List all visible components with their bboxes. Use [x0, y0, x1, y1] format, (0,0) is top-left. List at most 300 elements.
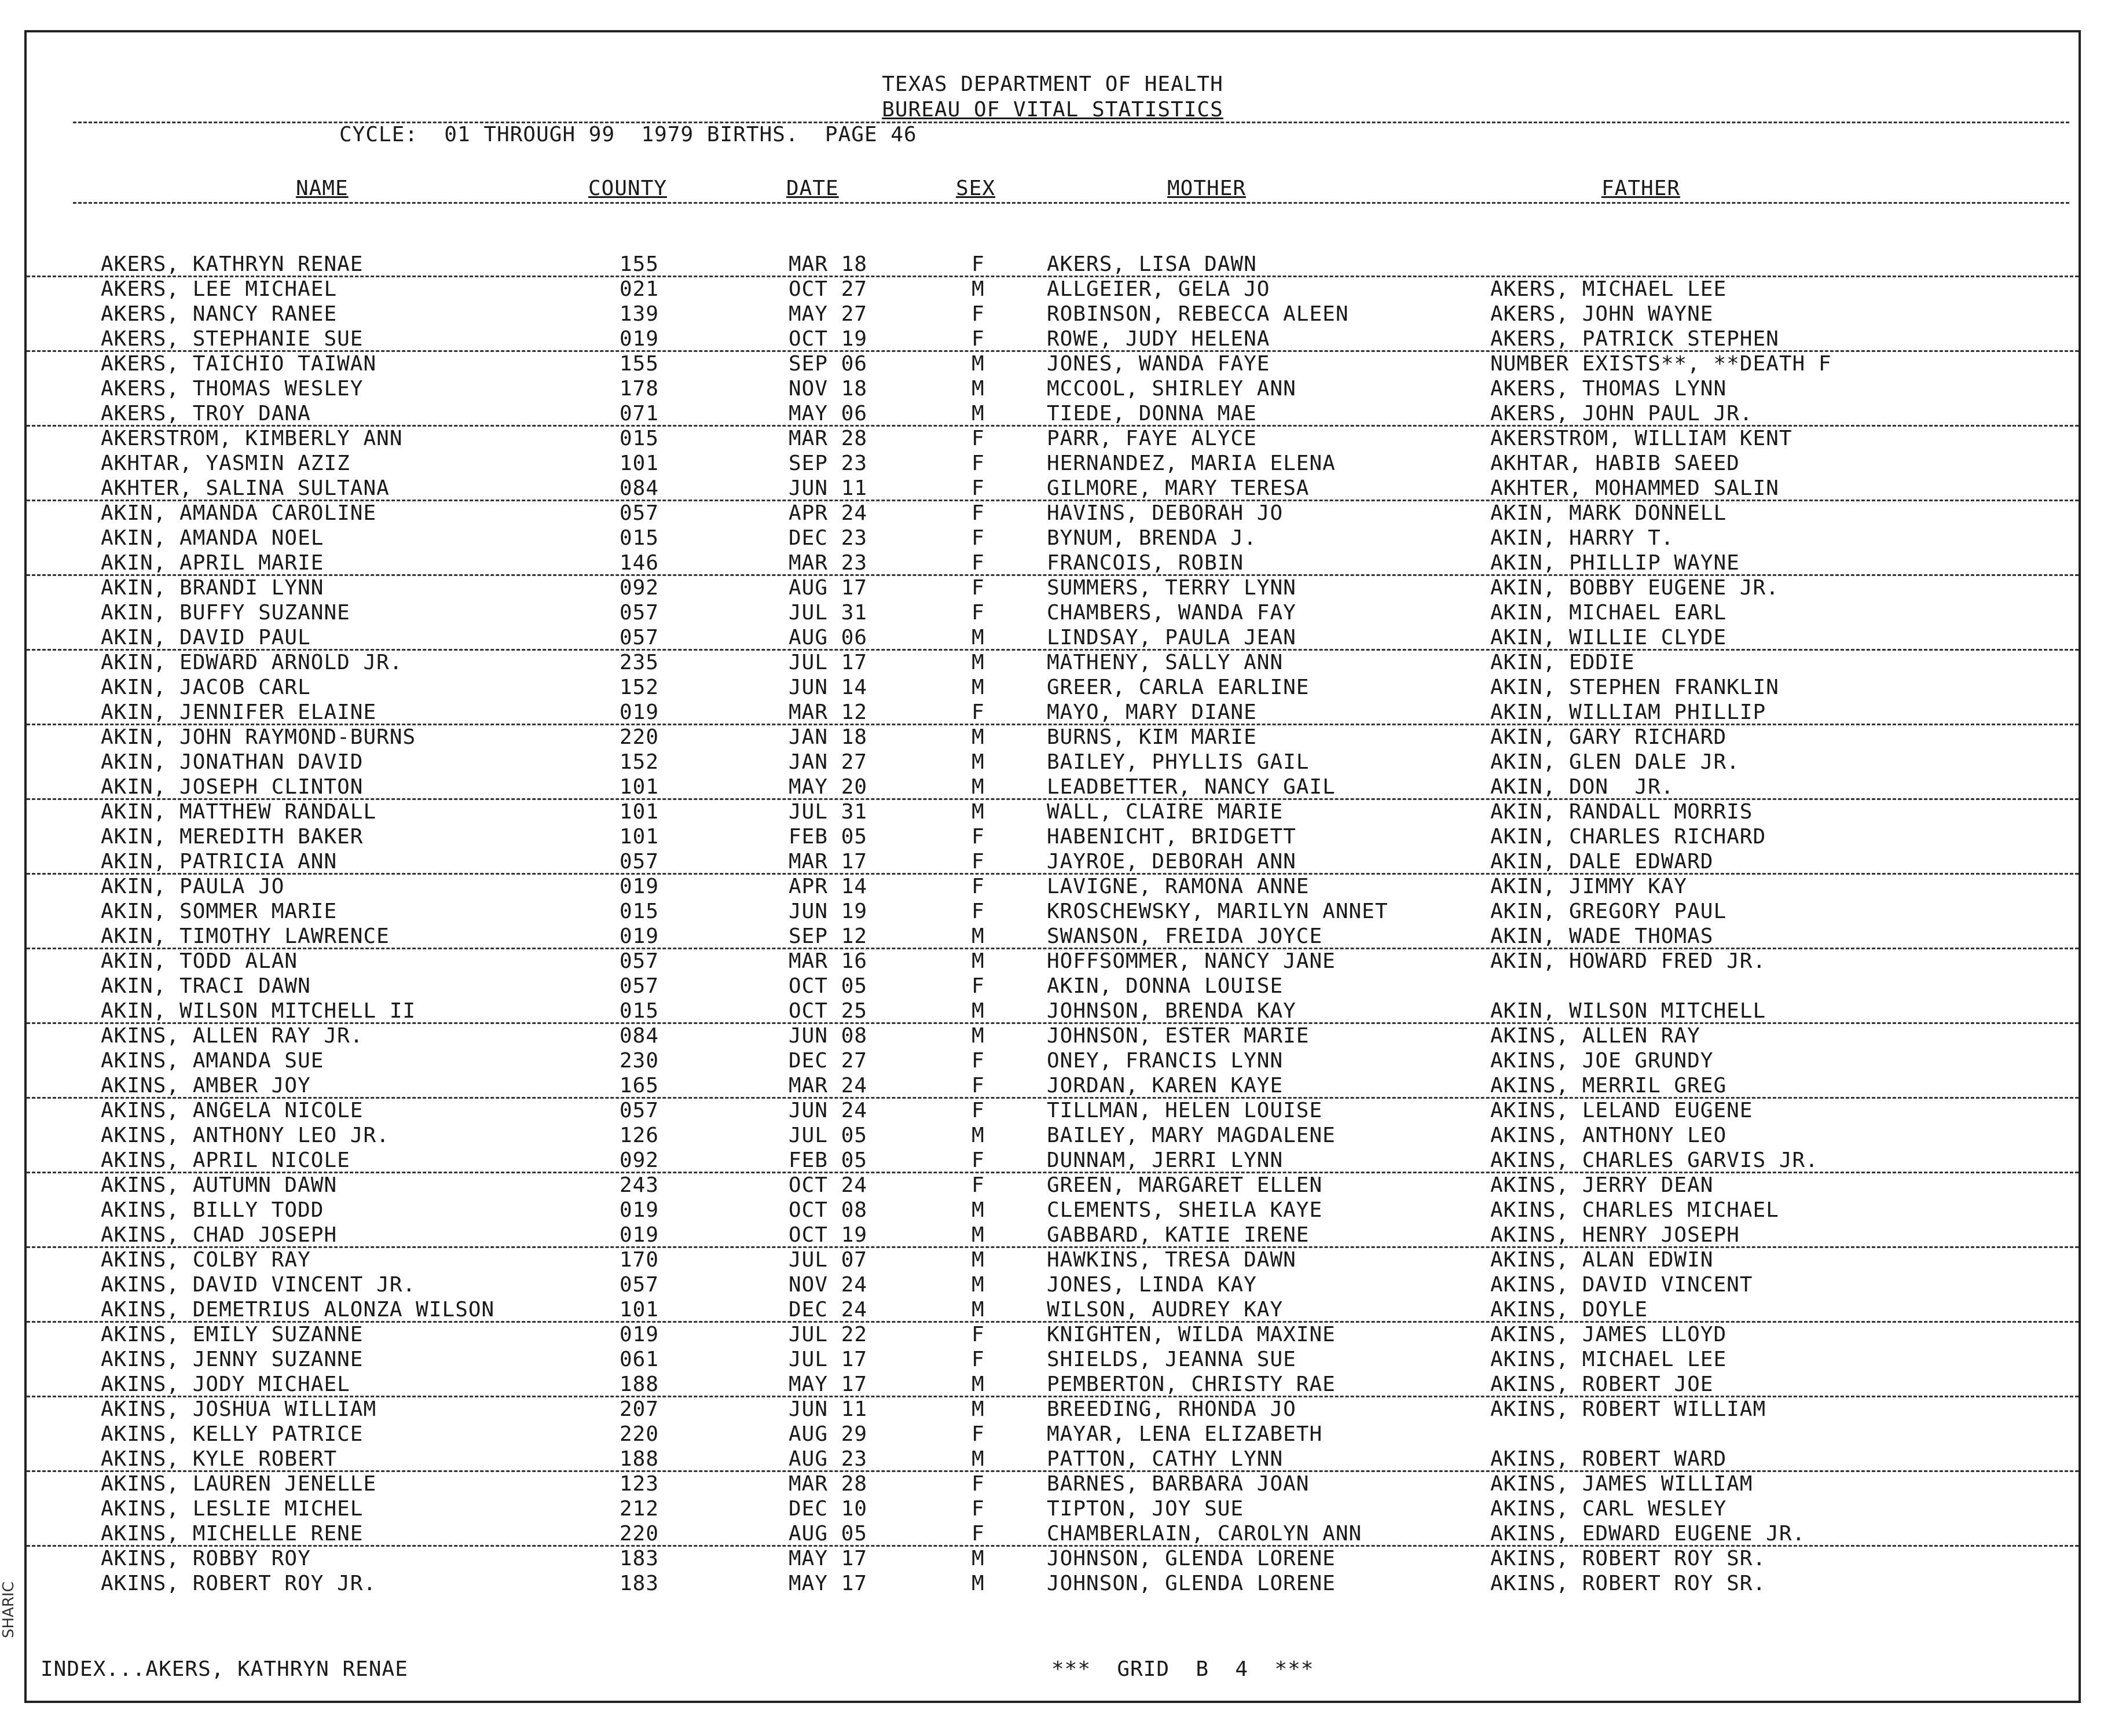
cell-name: AKIN, JONATHAN DAVID: [101, 750, 364, 774]
cell-date: SEP 06: [789, 352, 868, 376]
cell-mother: GREEN, MARGARET ELLEN: [1047, 1173, 1323, 1197]
cell-date: MAR 28: [789, 427, 868, 450]
cell-sex: M: [972, 626, 985, 649]
cell-date: DEC 23: [789, 526, 868, 550]
cell-mother: HOFFSOMMER, NANCY JANE: [1047, 949, 1336, 973]
cell-father: AKINS, JAMES WILLIAM: [1490, 1472, 1753, 1496]
cell-date: FEB 05: [789, 825, 868, 849]
cell-date: MAR 23: [789, 551, 868, 575]
cell-father: AKIN, PHILLIP WAYNE: [1490, 551, 1740, 575]
cell-mother: CHAMBERS, WANDA FAY: [1047, 601, 1296, 625]
cell-date: OCT 24: [789, 1173, 868, 1197]
cell-mother: ROWE, JUDY HELENA: [1047, 327, 1270, 351]
cell-father: NUMBER EXISTS**, **DEATH F: [1490, 352, 1832, 376]
cell-name: AKIN, BRANDI LYNN: [101, 576, 324, 600]
cell-name: AKIN, TRACI DAWN: [101, 974, 311, 998]
table-row: [27, 452, 2079, 476]
column-header-name: NAME: [296, 177, 349, 200]
cell-sex: F: [972, 1472, 985, 1496]
cell-father: AKINS, JOE GRUNDY: [1490, 1049, 1714, 1073]
cell-county: 152: [620, 676, 659, 699]
cell-mother: GABBARD, KATIE IRENE: [1047, 1223, 1310, 1247]
cell-father: AKINS, ROBERT WARD: [1490, 1447, 1727, 1471]
cell-sex: M: [972, 1547, 985, 1570]
cell-father: AKIN, MARK DONNELL: [1490, 501, 1727, 525]
cell-sex: M: [972, 676, 985, 699]
records-table: [27, 252, 2079, 1596]
cell-date: OCT 27: [789, 277, 868, 301]
cell-mother: JOHNSON, BRENDA KAY: [1047, 999, 1296, 1023]
cell-sex: M: [972, 1447, 985, 1471]
table-row: [27, 1472, 2079, 1497]
cell-name: AKINS, KYLE ROBERT: [101, 1447, 338, 1471]
table-row: [27, 725, 2079, 750]
cell-date: JUN 24: [789, 1099, 868, 1122]
cell-date: JUN 14: [789, 676, 868, 699]
table-row: [27, 551, 2079, 576]
cell-name: AKINS, ROBBY ROY: [101, 1547, 311, 1570]
cell-date: JUN 08: [789, 1024, 868, 1048]
table-row: [27, 1298, 2079, 1323]
cell-county: 015: [620, 900, 659, 923]
table-row: [27, 427, 2079, 452]
column-header-divider: [73, 202, 2069, 204]
cell-name: AKIN, APRIL MARIE: [101, 551, 324, 575]
cell-mother: BAILEY, MARY MAGDALENE: [1047, 1124, 1336, 1147]
cell-name: AKINS, LAUREN JENELLE: [101, 1472, 377, 1496]
table-row: [27, 1372, 2079, 1397]
table-row: [27, 800, 2079, 825]
cell-father: AKINS, ANTHONY LEO: [1490, 1124, 1727, 1147]
cell-mother: FRANCOIS, ROBIN: [1047, 551, 1244, 575]
cell-name: AKINS, JODY MICHAEL: [101, 1372, 350, 1396]
table-row: [27, 676, 2079, 700]
table-row: [27, 302, 2079, 327]
cell-sex: F: [972, 576, 985, 600]
table-row: [27, 750, 2079, 775]
cell-date: MAR 16: [789, 949, 868, 973]
cell-father: AKIN, DON JR.: [1490, 775, 1674, 799]
cell-date: AUG 05: [789, 1522, 868, 1546]
cell-mother: HABENICHT, BRIDGETT: [1047, 825, 1296, 849]
cell-mother: SUMMERS, TERRY LYNN: [1047, 576, 1296, 600]
table-row: [27, 1572, 2079, 1596]
cell-county: 188: [620, 1372, 659, 1396]
cell-mother: JONES, WANDA FAYE: [1047, 352, 1270, 376]
cell-date: AUG 23: [789, 1447, 868, 1471]
cell-county: 155: [620, 252, 659, 276]
cell-name: AKIN, BUFFY SUZANNE: [101, 601, 350, 625]
cell-name: AKERS, STEPHANIE SUE: [101, 327, 364, 351]
cell-date: OCT 19: [789, 1223, 868, 1247]
cell-county: 123: [620, 1472, 659, 1496]
cell-mother: TIEDE, DONNA MAE: [1047, 402, 1257, 425]
cell-sex: F: [972, 1497, 985, 1521]
cell-name: AKIN, WILSON MITCHELL II: [101, 999, 416, 1023]
cell-county: 243: [620, 1173, 659, 1197]
cell-sex: F: [972, 700, 985, 724]
cell-name: AKINS, APRIL NICOLE: [101, 1148, 350, 1172]
cell-sex: F: [972, 1348, 985, 1371]
cell-county: 170: [620, 1248, 659, 1272]
table-row: [27, 1273, 2079, 1298]
cell-county: 015: [620, 999, 659, 1023]
table-row: [27, 377, 2079, 402]
cell-father: AKINS, ROBERT JOE: [1490, 1372, 1714, 1396]
cell-mother: ALLGEIER, GELA JO: [1047, 277, 1270, 301]
cell-name: AKIN, JOHN RAYMOND-BURNS: [101, 725, 416, 749]
table-row: [27, 526, 2079, 551]
cell-name: AKIN, MATTHEW RANDALL: [101, 800, 377, 824]
cell-sex: M: [972, 651, 985, 674]
table-row: [27, 1348, 2079, 1372]
cell-father: AKIN, STEPHEN FRANKLIN: [1490, 676, 1779, 699]
cell-mother: GREER, CARLA EARLINE: [1047, 676, 1310, 699]
cell-father: AKERS, JOHN PAUL JR.: [1490, 402, 1753, 425]
cell-county: 021: [620, 277, 659, 301]
cell-mother: BYNUM, BRENDA J.: [1047, 526, 1257, 550]
cell-date: AUG 06: [789, 626, 868, 649]
cell-county: 019: [620, 924, 659, 948]
cell-father: AKERS, MICHAEL LEE: [1490, 277, 1727, 301]
cell-date: DEC 27: [789, 1049, 868, 1073]
cell-sex: M: [972, 1024, 985, 1048]
cell-sex: F: [972, 1148, 985, 1172]
cell-sex: F: [972, 900, 985, 923]
cell-county: 057: [620, 1273, 659, 1297]
cell-father: AKINS, CARL WESLEY: [1490, 1497, 1727, 1521]
cell-date: NOV 24: [789, 1273, 868, 1297]
cell-father: AKIN, GLEN DALE JR.: [1490, 750, 1740, 774]
cell-sex: M: [972, 949, 985, 973]
cell-county: 057: [620, 949, 659, 973]
cell-name: AKIN, SOMMER MARIE: [101, 900, 338, 923]
cell-father: AKHTAR, HABIB SAEED: [1490, 452, 1740, 475]
cell-county: 155: [620, 352, 659, 376]
cell-date: FEB 05: [789, 1148, 868, 1172]
cell-date: JUL 31: [789, 800, 868, 824]
cell-date: MAY 06: [789, 402, 868, 425]
cell-date: MAY 17: [789, 1372, 868, 1396]
cell-county: 188: [620, 1447, 659, 1471]
cell-county: 061: [620, 1348, 659, 1371]
cell-sex: F: [972, 476, 985, 500]
cell-date: MAR 12: [789, 700, 868, 724]
cell-mother: TIPTON, JOY SUE: [1047, 1497, 1244, 1521]
cell-date: MAR 24: [789, 1074, 868, 1098]
cell-father: AKIN, GARY RICHARD: [1490, 725, 1727, 749]
cell-father: AKINS, JAMES LLOYD: [1490, 1323, 1727, 1346]
cell-county: 057: [620, 850, 659, 873]
cell-date: JUL 31: [789, 601, 868, 625]
cell-father: AKINS, ROBERT ROY SR.: [1490, 1547, 1766, 1570]
cell-name: AKIN, JOSEPH CLINTON: [101, 775, 364, 799]
cell-name: AKERS, TROY DANA: [101, 402, 311, 425]
cell-county: 057: [620, 626, 659, 649]
cell-name: AKINS, ANTHONY LEO JR.: [101, 1124, 390, 1147]
report-subtitle: BUREAU OF VITAL STATISTICS: [882, 98, 1223, 122]
table-row: [27, 974, 2079, 999]
cell-sex: F: [972, 825, 985, 849]
cell-father: AKINS, JERRY DEAN: [1490, 1173, 1714, 1197]
cell-date: OCT 08: [789, 1198, 868, 1222]
cell-county: 183: [620, 1547, 659, 1570]
column-header-county: COUNTY: [588, 177, 668, 200]
cell-date: DEC 10: [789, 1497, 868, 1521]
cell-mother: JORDAN, KAREN KAYE: [1047, 1074, 1284, 1098]
table-row: [27, 1198, 2079, 1223]
table-row: [27, 1074, 2079, 1099]
cell-date: MAR 28: [789, 1472, 868, 1496]
cell-father: AKIN, BOBBY EUGENE JR.: [1490, 576, 1779, 600]
cell-mother: JOHNSON, GLENDA LORENE: [1047, 1547, 1336, 1570]
cell-name: AKINS, ROBERT ROY JR.: [101, 1572, 377, 1595]
cell-county: 101: [620, 800, 659, 824]
cell-name: AKERS, TAICHIO TAIWAN: [101, 352, 377, 376]
cell-father: AKINS, EDWARD EUGENE JR.: [1490, 1522, 1806, 1546]
cell-county: 152: [620, 750, 659, 774]
table-row: [27, 999, 2079, 1024]
cell-county: 220: [620, 1422, 659, 1446]
cell-sex: F: [972, 551, 985, 575]
cycle-info: CYCLE: 01 THROUGH 99 1979 BIRTHS. PAGE 46: [339, 123, 917, 146]
cell-county: 230: [620, 1049, 659, 1073]
cell-father: AKIN, WILSON MITCHELL: [1490, 999, 1766, 1023]
table-row: [27, 1547, 2079, 1572]
table-row: [27, 825, 2079, 850]
cell-mother: HAWKINS, TRESA DAWN: [1047, 1248, 1296, 1272]
table-row: [27, 651, 2079, 676]
cell-name: AKINS, DAVID VINCENT JR.: [101, 1273, 416, 1297]
cell-father: AKERS, THOMAS LYNN: [1490, 377, 1727, 401]
cell-date: MAY 20: [789, 775, 868, 799]
cell-sex: M: [972, 377, 985, 401]
cell-father: AKIN, MICHAEL EARL: [1490, 601, 1727, 625]
cell-date: JUL 17: [789, 1348, 868, 1371]
cell-father: AKIN, GREGORY PAUL: [1490, 900, 1727, 923]
cell-county: 139: [620, 302, 659, 326]
cell-county: 019: [620, 327, 659, 351]
table-row: [27, 949, 2079, 974]
footer-grid-ref: *** GRID B 4 ***: [1051, 1657, 1314, 1681]
cell-date: MAY 17: [789, 1572, 868, 1595]
table-row: [27, 402, 2079, 427]
cell-county: 019: [620, 1198, 659, 1222]
cell-county: 207: [620, 1397, 659, 1421]
cell-county: 019: [620, 1223, 659, 1247]
table-row: [27, 626, 2079, 651]
cell-county: 084: [620, 476, 659, 500]
cell-sex: F: [972, 850, 985, 873]
cell-father: AKIN, EDDIE: [1490, 651, 1635, 674]
table-row: [27, 1248, 2079, 1273]
cell-mother: SHIELDS, JEANNA SUE: [1047, 1348, 1296, 1371]
column-header-father: FATHER: [1601, 177, 1681, 200]
cell-name: AKINS, BILLY TODD: [101, 1198, 324, 1222]
cell-date: JAN 18: [789, 725, 868, 749]
cell-name: AKIN, TODD ALAN: [101, 949, 298, 973]
cell-sex: F: [972, 1049, 985, 1073]
table-row: [27, 1223, 2079, 1248]
cell-sex: M: [972, 1298, 985, 1322]
cell-sex: F: [972, 427, 985, 450]
table-row: [27, 900, 2079, 924]
column-header-sex: SEX: [956, 177, 996, 200]
cell-mother: BURNS, KIM MARIE: [1047, 725, 1257, 749]
cell-father: AKINS, CHARLES GARVIS JR.: [1490, 1148, 1819, 1172]
cell-county: 015: [620, 427, 659, 450]
cell-date: JUN 11: [789, 476, 868, 500]
cell-sex: F: [972, 1099, 985, 1122]
cell-name: AKINS, JOSHUA WILLIAM: [101, 1397, 377, 1421]
cell-county: 165: [620, 1074, 659, 1098]
table-row: [27, 1323, 2079, 1348]
table-row: [27, 1124, 2079, 1148]
cell-father: AKIN, RANDALL MORRIS: [1490, 800, 1753, 824]
cell-county: 019: [620, 1323, 659, 1346]
cell-sex: F: [972, 526, 985, 550]
cell-father: AKIN, WILLIE CLYDE: [1490, 626, 1727, 649]
cell-name: AKIN, DAVID PAUL: [101, 626, 311, 649]
cell-name: AKERS, THOMAS WESLEY: [101, 377, 364, 401]
cell-date: JUL 05: [789, 1124, 868, 1147]
cell-sex: M: [972, 999, 985, 1023]
cell-mother: ROBINSON, REBECCA ALEEN: [1047, 302, 1349, 326]
cell-sex: M: [972, 924, 985, 948]
cell-father: AKINS, DAVID VINCENT: [1490, 1273, 1753, 1297]
cell-name: AKIN, JACOB CARL: [101, 676, 311, 699]
cell-sex: M: [972, 1372, 985, 1396]
table-row: [27, 1497, 2079, 1522]
cell-name: AKERS, KATHRYN RENAE: [101, 252, 364, 276]
cell-name: AKINS, KELLY PATRICE: [101, 1422, 364, 1446]
cell-date: APR 24: [789, 501, 868, 525]
cell-mother: MAYO, MARY DIANE: [1047, 700, 1257, 724]
cell-father: AKINS, CHARLES MICHAEL: [1490, 1198, 1779, 1222]
cell-name: AKERS, LEE MICHAEL: [101, 277, 338, 301]
cell-county: 019: [620, 875, 659, 898]
cell-father: AKIN, HARRY T.: [1490, 526, 1674, 550]
cell-date: MAY 27: [789, 302, 868, 326]
table-row: [27, 327, 2079, 352]
cell-date: AUG 17: [789, 576, 868, 600]
cell-mother: MAYAR, LENA ELIZABETH: [1047, 1422, 1323, 1446]
table-row: [27, 1099, 2079, 1124]
cell-name: AKERSTROM, KIMBERLY ANN: [101, 427, 403, 450]
cell-sex: F: [972, 501, 985, 525]
cell-county: 019: [620, 700, 659, 724]
cell-mother: GILMORE, MARY TERESA: [1047, 476, 1310, 500]
cell-father: AKERS, JOHN WAYNE: [1490, 302, 1714, 326]
cell-name: AKIN, PAULA JO: [101, 875, 285, 898]
cell-mother: JOHNSON, ESTER MARIE: [1047, 1024, 1310, 1048]
table-row: [27, 576, 2079, 601]
cell-date: SEP 23: [789, 452, 868, 475]
cell-father: AKINS, ALAN EDWIN: [1490, 1248, 1714, 1272]
cell-name: AKINS, LESLIE MICHEL: [101, 1497, 364, 1521]
cell-mother: PATTON, CATHY LYNN: [1047, 1447, 1284, 1471]
cell-name: AKINS, COLBY RAY: [101, 1248, 311, 1272]
table-row: [27, 252, 2079, 277]
cell-father: AKIN, DALE EDWARD: [1490, 850, 1714, 873]
table-row: [27, 352, 2079, 377]
table-row: [27, 1447, 2079, 1472]
table-row: [27, 1522, 2079, 1547]
cell-mother: KNIGHTEN, WILDA MAXINE: [1047, 1323, 1336, 1346]
cell-sex: F: [972, 252, 985, 276]
cell-mother: HERNANDEZ, MARIA ELENA: [1047, 452, 1336, 475]
cell-county: 092: [620, 1148, 659, 1172]
cell-sex: M: [972, 1572, 985, 1595]
cell-county: 220: [620, 1522, 659, 1546]
table-row: [27, 1173, 2079, 1198]
cell-father: AKIN, WADE THOMAS: [1490, 924, 1714, 948]
report-title: TEXAS DEPARTMENT OF HEALTH: [882, 72, 1223, 96]
cell-sex: F: [972, 974, 985, 998]
cell-mother: PEMBERTON, CHRISTY RAE: [1047, 1372, 1336, 1396]
cell-father: AKINS, DOYLE: [1490, 1298, 1648, 1322]
cell-father: AKINS, ROBERT WILLIAM: [1490, 1397, 1766, 1421]
cell-sex: M: [972, 1124, 985, 1147]
table-row: [27, 501, 2079, 526]
cell-mother: BAILEY, PHYLLIS GAIL: [1047, 750, 1310, 774]
cell-county: 057: [620, 974, 659, 998]
table-row: [27, 1148, 2079, 1173]
cell-date: OCT 19: [789, 327, 868, 351]
cell-mother: AKIN, DONNA LOUISE: [1047, 974, 1284, 998]
cell-sex: M: [972, 402, 985, 425]
cell-name: AKIN, EDWARD ARNOLD JR.: [101, 651, 403, 674]
cell-name: AKIN, PATRICIA ANN: [101, 850, 338, 873]
cell-mother: AKERS, LISA DAWN: [1047, 252, 1257, 276]
cell-sex: F: [972, 1323, 985, 1346]
cell-sex: M: [972, 352, 985, 376]
cell-sex: M: [972, 1273, 985, 1297]
cell-name: AKINS, ALLEN RAY JR.: [101, 1024, 364, 1048]
cell-date: JUN 19: [789, 900, 868, 923]
cell-father: AKERSTROM, WILLIAM KENT: [1490, 427, 1793, 450]
table-row: [27, 1049, 2079, 1074]
table-row: [27, 601, 2079, 626]
cell-date: APR 14: [789, 875, 868, 898]
cell-name: AKIN, JENNIFER ELAINE: [101, 700, 377, 724]
cell-county: 101: [620, 825, 659, 849]
cell-county: 101: [620, 452, 659, 475]
table-row: [27, 1422, 2079, 1447]
cell-sex: M: [972, 775, 985, 799]
cell-county: 101: [620, 1298, 659, 1322]
cell-sex: F: [972, 327, 985, 351]
cell-sex: M: [972, 750, 985, 774]
cell-name: AKINS, AMBER JOY: [101, 1074, 311, 1098]
table-row: [27, 700, 2079, 725]
table-row: [27, 850, 2079, 875]
cell-sex: F: [972, 452, 985, 475]
cell-mother: JONES, LINDA KAY: [1047, 1273, 1257, 1297]
cell-county: 220: [620, 725, 659, 749]
cell-date: DEC 24: [789, 1298, 868, 1322]
cell-date: MAY 17: [789, 1547, 868, 1570]
table-row: [27, 1397, 2079, 1422]
cell-date: AUG 29: [789, 1422, 868, 1446]
table-row: [27, 277, 2079, 302]
cell-father: AKINS, ROBERT ROY SR.: [1490, 1572, 1766, 1595]
cell-mother: WALL, CLAIRE MARIE: [1047, 800, 1284, 824]
report-frame: [24, 30, 2081, 1703]
cell-county: 235: [620, 651, 659, 674]
cell-sex: M: [972, 800, 985, 824]
cell-mother: JAYROE, DEBORAH ANN: [1047, 850, 1296, 873]
